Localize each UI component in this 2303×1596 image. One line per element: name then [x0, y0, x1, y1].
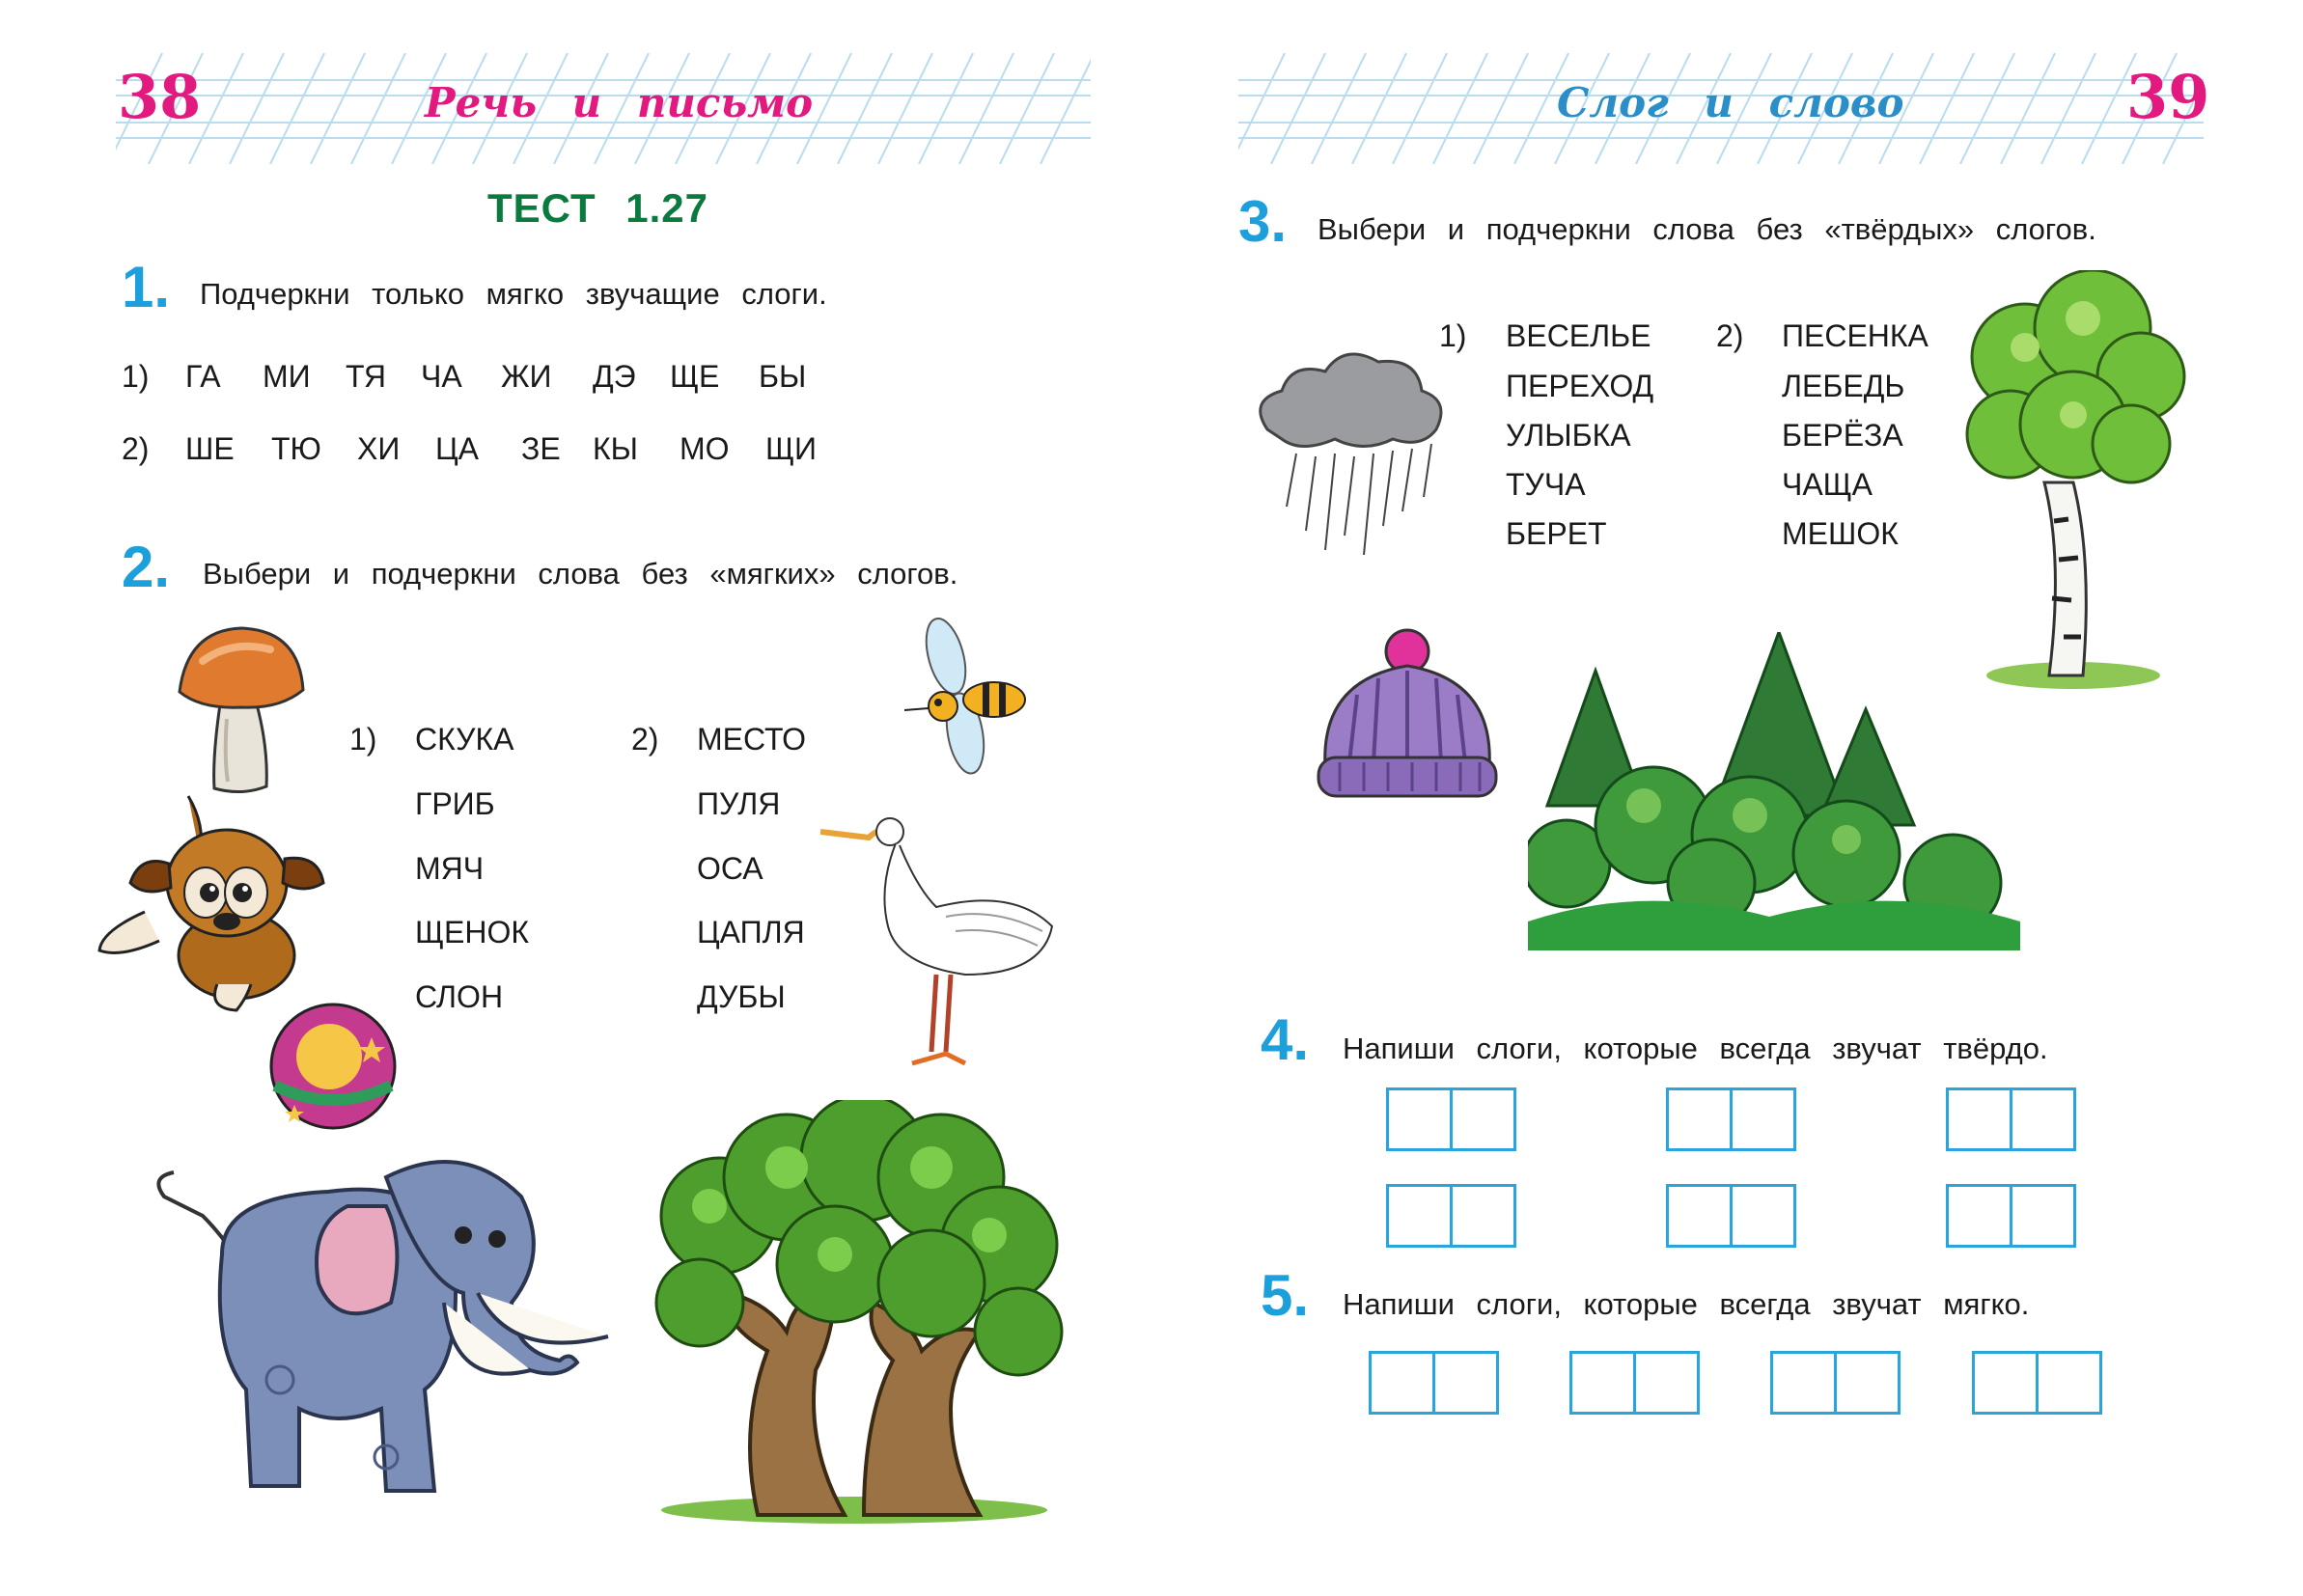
answer-box[interactable] [1972, 1351, 2102, 1415]
task-2-number: 2. [122, 535, 171, 599]
syllable[interactable]: МИ [263, 359, 311, 394]
syllable[interactable]: ТЮ [271, 431, 321, 466]
word[interactable]: МЕШОК [1782, 516, 1899, 551]
birch-tree-icon [1957, 270, 2189, 695]
answer-box[interactable] [1946, 1087, 2076, 1151]
syllable[interactable]: МО [680, 431, 730, 466]
answer-box[interactable] [1770, 1351, 1901, 1415]
word[interactable]: СКУКА [415, 722, 514, 757]
word[interactable]: ВЕСЕЛЬЕ [1506, 318, 1651, 353]
word[interactable]: ЧАЩА [1782, 467, 1873, 502]
answer-box[interactable] [1569, 1351, 1700, 1415]
syllable[interactable]: ТЯ [346, 359, 386, 394]
elephant-icon [145, 1139, 656, 1525]
word[interactable]: ЛЕБЕДЬ [1782, 369, 1905, 403]
wasp-icon [893, 618, 1038, 791]
task-1-row-2 [122, 433, 894, 472]
page-number: 39 [2126, 62, 2210, 132]
word[interactable]: БЕРЕТ [1506, 516, 1607, 551]
task-4-text: Напиши слоги, которые всегда звучат твёрдо. [1343, 1032, 2048, 1065]
word[interactable]: СЛОН [415, 979, 504, 1014]
syllable[interactable]: ЧА [421, 359, 462, 394]
knit-hat-icon [1311, 622, 1504, 815]
row-label: 1) [122, 359, 150, 394]
ball-icon [265, 999, 401, 1134]
syllable[interactable]: ГА [185, 359, 221, 394]
answer-box[interactable] [1946, 1184, 2076, 1248]
syllable[interactable]: ЗЕ [521, 431, 561, 466]
word[interactable]: БЕРЁЗА [1782, 418, 1903, 453]
right-page: Слог и слово 39 3. Выбери и подчеркни слова без «твёрдых» слогов. 1) ВЕСЕЛЬЕ ПЕРЕХОД УЛЫБКА ТУЧА БЕРЕТ 2) ПЕСЕНКА ЛЕБЕДЬ БЕРЁЗА ЧАЩА МЕШОК 4. Напиши слоги, которые всегда звучат твёрдо. 5. Напиши слоги, которые всегда звучат мягко. [1152, 0, 2303, 1596]
syllable[interactable]: ХИ [357, 431, 401, 466]
running-title: Речь и письмо [425, 79, 814, 126]
forest-icon [1528, 632, 2020, 950]
task-1-row-1 [122, 361, 894, 399]
word[interactable]: ЩЕНОК [415, 915, 529, 949]
task-1-number: 1. [122, 255, 171, 319]
answer-box[interactable] [1666, 1184, 1796, 1248]
left-page: 38 Речь и письмо ТЕСТ 1.27 1. Подчеркни только мягко звучащие слоги. 1) ГА МИ ТЯ ЧА ЖИ ДЭ ЩЕ БЫ 2) ШЕ ТЮ ХИ ЦА ЗЕ КЫ МО ЩИ 2. Выбери и подчеркни слова без «мягких» слогов. 1) СКУКА ГРИБ МЯЧ ЩЕНОК СЛОН 2) МЕСТО ПУЛЯ ОСА ЦАПЛЯ ДУБЫ [0, 0, 1152, 1596]
syllable[interactable]: ЦА [435, 431, 480, 466]
syllable[interactable]: ЩЕ [670, 359, 720, 394]
word[interactable]: МЯЧ [415, 851, 485, 886]
word[interactable]: ДУБЫ [697, 979, 786, 1014]
word[interactable]: ГРИБ [415, 786, 495, 821]
word[interactable]: ПУЛЯ [697, 786, 781, 821]
task-3-number: 3. [1238, 189, 1288, 254]
word[interactable]: ТУЧА [1506, 467, 1586, 502]
oak-trees-icon [642, 1100, 1076, 1525]
task-3-text: Выбери и подчеркни слова без «твёрдых» слогов. [1318, 212, 2096, 246]
task-1-text: Подчеркни только мягко звучащие слоги. [200, 277, 827, 311]
page-number: 38 [118, 62, 202, 132]
task-5-text: Напиши слоги, которые всегда звучат мягко. [1343, 1287, 2030, 1321]
heron-icon [820, 811, 1062, 1071]
task-5-number: 5. [1261, 1263, 1310, 1328]
syllable[interactable]: БЫ [759, 359, 807, 394]
running-title: Слог и слово [1557, 79, 1904, 126]
answer-box[interactable] [1369, 1351, 1499, 1415]
answer-box[interactable] [1386, 1087, 1516, 1151]
syllable[interactable]: ШЕ [185, 431, 235, 466]
rain-cloud-icon [1248, 343, 1451, 564]
answer-box[interactable] [1386, 1184, 1516, 1248]
word[interactable]: ПЕРЕХОД [1506, 369, 1654, 403]
puppy-icon [92, 786, 343, 1028]
word[interactable]: ЦАПЛЯ [697, 915, 805, 949]
row-label: 2) [122, 431, 150, 466]
word[interactable]: УЛЫБКА [1506, 418, 1631, 453]
mushroom-icon [174, 622, 309, 796]
task-4-number: 4. [1261, 1007, 1310, 1072]
task-2-text: Выбери и подчеркни слова без «мягких» слогов. [203, 557, 958, 591]
test-title: ТЕСТ 1.27 [487, 185, 709, 231]
syllable[interactable]: КЫ [593, 431, 638, 466]
word[interactable]: МЕСТО [697, 722, 807, 757]
syllable[interactable]: ДЭ [593, 359, 636, 394]
syllable[interactable]: ЩИ [765, 431, 817, 466]
word[interactable]: ОСА [697, 851, 763, 886]
answer-box[interactable] [1666, 1087, 1796, 1151]
syllable[interactable]: ЖИ [501, 359, 552, 394]
word[interactable]: ПЕСЕНКА [1782, 318, 1928, 353]
